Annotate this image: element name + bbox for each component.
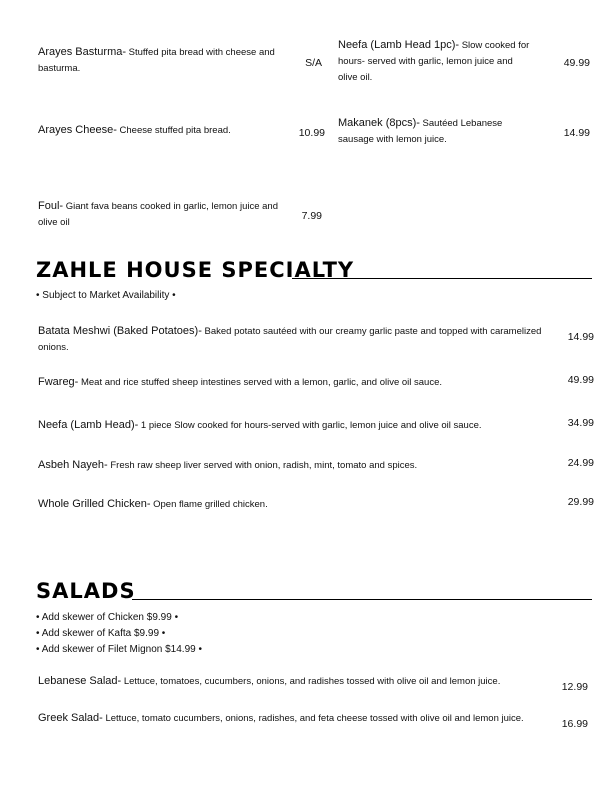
item-name: Arayes Basturma- xyxy=(38,46,127,58)
menu-item-neefa-1pc xyxy=(338,37,533,86)
addon-kafta: • Add skewer of Kafta $9.99 • xyxy=(36,628,166,639)
item-description: Slow cooked for hours- served with garlic, lemon juice and olive oil. xyxy=(338,40,530,83)
section-rule xyxy=(132,599,592,600)
item-description: Fresh raw sheep liver served with onion, radish, mint, tomato and spices. xyxy=(107,460,418,471)
item-price: S/A xyxy=(305,57,322,69)
item-description: Meat and rice stuffed sheep intestines served with a lemon, garlic, and olive oil sauce. xyxy=(78,377,443,388)
availability-note: • Subject to Market Availability • xyxy=(36,290,176,301)
addon-filet-mignon: • Add skewer of Filet Mignon $14.99 • xyxy=(36,644,202,655)
item-name: Fwareg- xyxy=(38,376,79,388)
item-price: 29.99 xyxy=(567,496,594,508)
item-price: 10.99 xyxy=(298,127,325,139)
item-description: 1 piece Slow cooked for hours-served with garlic, lemon juice and olive oil sauce. xyxy=(138,420,482,431)
item-description: Lettuce, tomatoes, cucumbers, onions, and radishes tossed with olive oil and lemon juice. xyxy=(121,676,501,687)
menu-item-arayes-cheese xyxy=(38,122,290,139)
menu-item-arayes-basturma xyxy=(38,44,290,77)
menu-item-foul xyxy=(38,198,278,231)
item-price: 49.99 xyxy=(567,374,594,386)
item-name: Makanek (8pcs)- xyxy=(338,117,420,129)
item-name: Neefa (Lamb Head 1pc)- xyxy=(338,39,460,51)
item-price: 12.99 xyxy=(561,681,588,693)
item-name: Arayes Cheese- xyxy=(38,124,117,136)
addon-chicken: • Add skewer of Chicken $9.99 • xyxy=(36,612,179,623)
item-price: 49.99 xyxy=(563,57,590,69)
menu-item-makanek xyxy=(338,115,523,148)
section-rule xyxy=(292,278,592,279)
item-name: Batata Meshwi (Baked Potatoes)- xyxy=(38,325,202,337)
item-name: Greek Salad- xyxy=(38,712,103,724)
section-title-salads: SALADS xyxy=(36,579,136,603)
item-price: 14.99 xyxy=(567,331,594,343)
menu-item-batata-meshwi xyxy=(38,323,543,356)
item-price: 16.99 xyxy=(561,718,588,730)
menu-item-neefa xyxy=(38,417,548,434)
item-description: Stuffed pita bread with cheese and basturma. xyxy=(38,47,275,74)
item-price: 34.99 xyxy=(567,417,594,429)
menu-item-lebanese-salad xyxy=(38,673,533,690)
item-description: Open flame grilled chicken. xyxy=(150,499,268,510)
item-description: Cheese stuffed pita bread. xyxy=(116,125,231,136)
item-price: 24.99 xyxy=(567,457,594,469)
item-name: Lebanese Salad- xyxy=(38,675,122,687)
item-name: Whole Grilled Chicken- xyxy=(38,498,151,510)
item-price: 7.99 xyxy=(301,210,322,222)
menu-item-asbeh-nayeh xyxy=(38,457,543,474)
item-description: Baked potato sautéed with our creamy garlic paste and topped with caramelized onions. xyxy=(38,326,542,353)
item-description: Giant fava beans cooked in garlic, lemon juice and olive oil xyxy=(38,201,278,228)
item-name: Asbeh Nayeh- xyxy=(38,459,108,471)
menu-item-greek-salad xyxy=(38,710,533,727)
section-title-specialty: ZAHLE HOUSE SPECIALTY xyxy=(36,258,355,282)
item-name: Neefa (Lamb Head)- xyxy=(38,419,139,431)
item-description: Sautéed Lebanese sausage with lemon juice. xyxy=(338,118,503,145)
item-price: 14.99 xyxy=(563,127,590,139)
item-description: Lettuce, tomato cucumbers, onions, radishes, and feta cheese tossed with olive oil and lemon juice. xyxy=(102,713,524,724)
menu-item-fwareg xyxy=(38,374,543,391)
item-name: Foul- xyxy=(38,200,64,212)
menu-item-whole-grilled-chicken xyxy=(38,496,543,513)
